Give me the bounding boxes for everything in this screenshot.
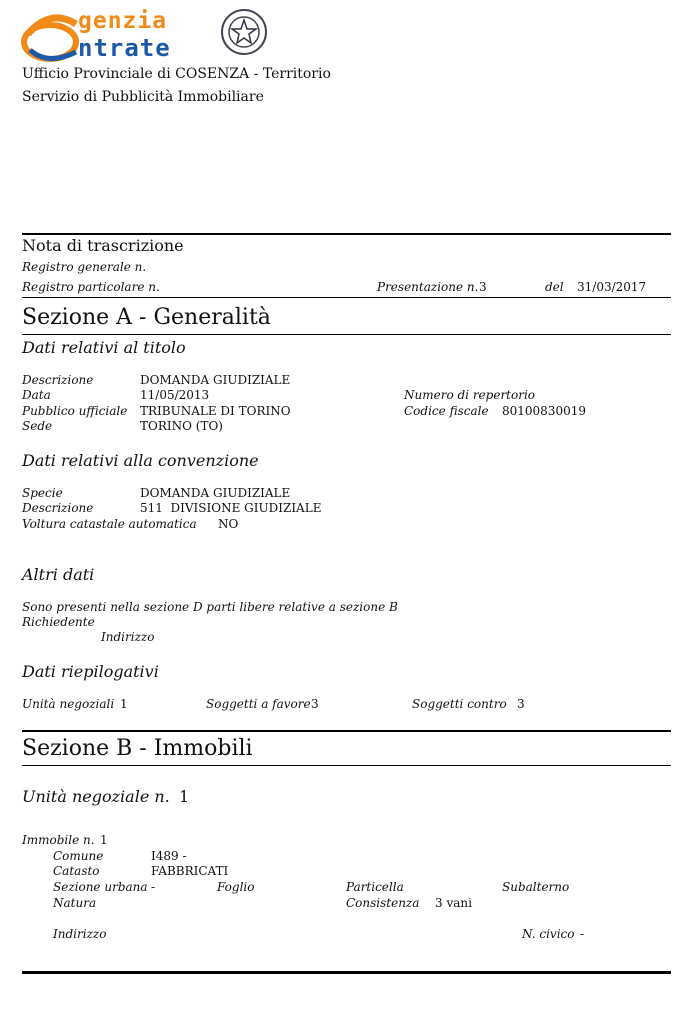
convenzione-specie-value: DOMANDA GIUDIZIALE: [140, 486, 291, 500]
sezione-urbana-label: Sezione urbana: [53, 880, 148, 894]
titolo-data-value: 11/05/2013: [140, 388, 210, 402]
particella-label: Particella: [346, 880, 404, 894]
titolo-descrizione-value: DOMANDA GIUDIZIALE: [140, 373, 291, 387]
sezione-b-title: Sezione B - Immobili: [22, 736, 253, 761]
soggetti-contro-label: Soggetti contro: [412, 697, 507, 711]
richiedente-label: Richiedente: [22, 615, 95, 629]
sezione-urbana-value: -: [151, 880, 156, 894]
del-label: del: [545, 280, 564, 294]
titolo-descrizione-label: Descrizione: [22, 373, 94, 387]
soggetti-contro-value: 3: [517, 697, 525, 711]
catasto-label: Catasto: [53, 864, 100, 878]
titolo-heading: Dati relativi al titolo: [22, 338, 186, 357]
sezione-b-top-rule: [22, 730, 671, 732]
civico-value: -: [580, 927, 585, 941]
sezione-a-rule: [22, 334, 671, 335]
top-rule: [22, 233, 671, 235]
nota-title: Nota di trascrizione: [22, 236, 184, 255]
service-line: Servizio di Pubblicità Immobiliare: [22, 89, 264, 105]
unita-negoziali-value: 1: [120, 697, 128, 711]
consistenza-value: 3 vani: [435, 896, 472, 910]
altri-note: Sono presenti nella sezione D parti libere relative a sezione B: [22, 600, 398, 614]
convenzione-descrizione-value: 511 DIVISIONE GIUDIZIALE: [140, 501, 322, 515]
unita-negoziale-label: Unità negoziale n.: [22, 787, 170, 806]
subalterno-label: Subalterno: [502, 880, 570, 894]
consistenza-label: Consistenza: [346, 896, 420, 910]
office-line: Ufficio Provinciale di COSENZA - Territorio: [22, 66, 331, 82]
unita-negoziale-value: 1: [179, 787, 190, 806]
riepilogo-heading: Dati riepilogativi: [22, 662, 159, 681]
sezione-a-title: Sezione A - Generalità: [22, 305, 271, 330]
titolo-pubblico-label: Pubblico ufficiale: [22, 404, 128, 418]
voltura-value: NO: [218, 517, 239, 531]
altri-heading: Altri dati: [22, 565, 95, 584]
indirizzo-label: Indirizzo: [53, 927, 107, 941]
emblem-star-icon: [218, 4, 270, 60]
logo-line-1: genzia: [78, 8, 168, 34]
comune-label: Comune: [53, 849, 104, 863]
presentazione-label: Presentazione n.: [377, 280, 479, 294]
bottom-rule: [22, 971, 671, 974]
convenzione-heading: Dati relativi alla convenzione: [22, 451, 259, 470]
reg-generale-label: Registro generale n.: [22, 260, 147, 274]
reg-particolare-label: Registro particolare n.: [22, 280, 160, 294]
logo-line-2: ntrate: [78, 34, 171, 62]
unita-negoziali-label: Unità negoziali: [22, 697, 115, 711]
titolo-sede-value: TORINO (TO): [140, 419, 223, 433]
titolo-pubblico-value: TRIBUNALE DI TORINO: [140, 404, 291, 418]
titolo-repertorio-label: Numero di repertorio: [404, 388, 536, 402]
sezione-b-rule: [22, 765, 671, 766]
comune-value: I489 -: [151, 849, 187, 863]
immobile-label: Immobile n.: [22, 833, 95, 847]
titolo-codice-value: 80100830019: [502, 404, 586, 418]
immobile-value: 1: [100, 833, 108, 847]
soggetti-favore-label: Soggetti a favore: [206, 697, 311, 711]
presentazione-value: 3: [479, 280, 487, 294]
nota-rule: [22, 297, 671, 298]
republic-emblem: [218, 4, 270, 60]
titolo-sede-label: Sede: [22, 419, 53, 433]
del-value: 31/03/2017: [577, 280, 647, 294]
voltura-label: Voltura catastale automatica: [22, 517, 197, 531]
altri-indirizzo-label: Indirizzo: [101, 630, 155, 644]
foglio-label: Foglio: [217, 880, 255, 894]
natura-label: Natura: [53, 896, 97, 910]
catasto-value: FABBRICATI: [151, 864, 229, 878]
titolo-data-label: Data: [22, 388, 51, 402]
civico-label: N. civico: [522, 927, 575, 941]
titolo-codice-label: Codice fiscale: [404, 404, 489, 418]
convenzione-specie-label: Specie: [22, 486, 63, 500]
convenzione-descrizione-label: Descrizione: [22, 501, 94, 515]
soggetti-favore-value: 3: [311, 697, 319, 711]
